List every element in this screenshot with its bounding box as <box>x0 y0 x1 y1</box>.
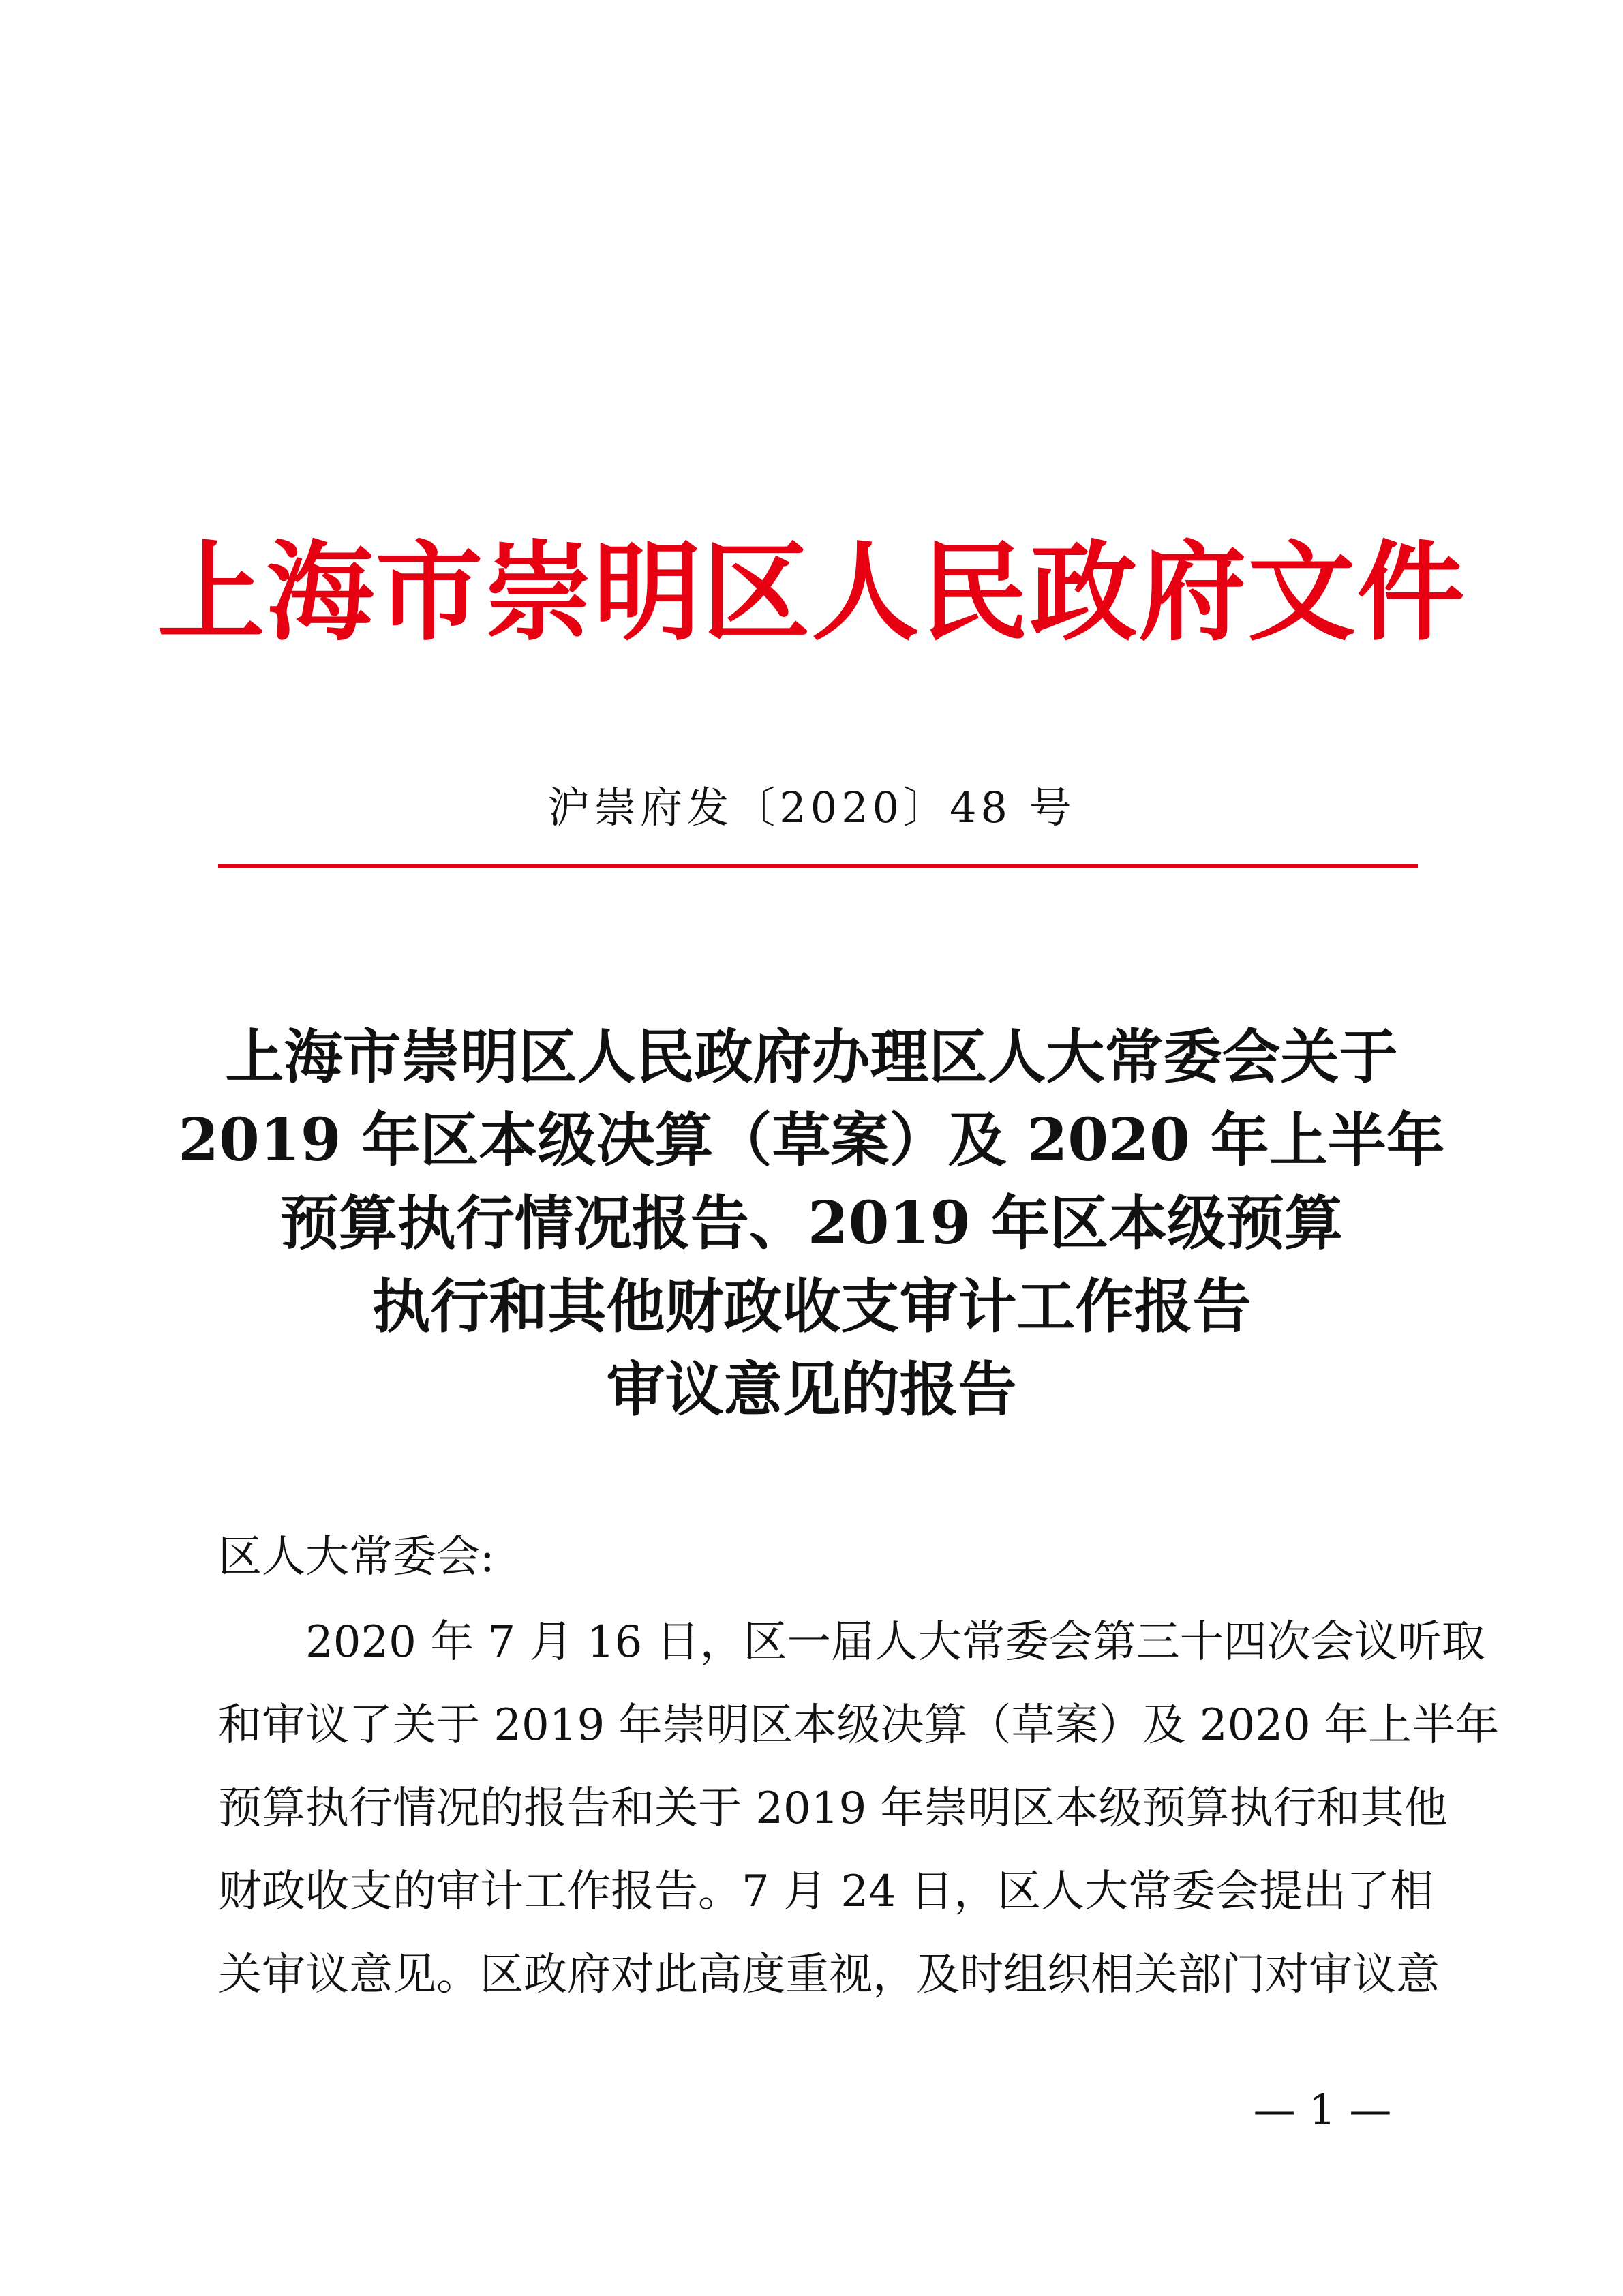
title-line: 执行和其他财政收支审计工作报告 <box>371 1272 1252 1341</box>
masthead-title: 上海市崇明区人民政府文件 <box>157 530 1466 656</box>
salutation: 区人大常委会: <box>218 1532 495 1582</box>
body-line: 关审议意见。区政府对此高度重视，及时组织相关部门对审议意 <box>218 1950 1440 2000</box>
title-line: 预算执行情况报告、2019 年区本级预算 <box>279 1189 1344 1258</box>
body-line: 财政收支的审计工作报告。7 月 24 日，区人大常委会提出了相 <box>218 1867 1434 1917</box>
title-line: 2019 年区本级决算（草案）及 2020 年上半年 <box>178 1106 1445 1175</box>
document-number: 沪崇府发〔2020〕48 号 <box>547 783 1076 832</box>
body-line: 和审议了关于 2019 年崇明区本级决算（草案）及 2020 年上半年 <box>218 1700 1500 1751</box>
body-line: 预算执行情况的报告和关于 2019 年崇明区本级预算执行和其他 <box>218 1783 1448 1834</box>
document-title <box>136 1016 1487 1432</box>
body-line: 2020 年 7 月 16 日，区一届人大常委会第三十四次会议听取 <box>305 1617 1485 1667</box>
body-paragraph <box>218 1601 1500 2016</box>
title-line: 审议意见的报告 <box>606 1355 1017 1424</box>
red-separator-line <box>218 864 1418 868</box>
title-line: 上海市崇明区人民政府办理区人大常委会关于 <box>225 1023 1398 1091</box>
page-number: — 1 — <box>1253 2085 1392 2134</box>
